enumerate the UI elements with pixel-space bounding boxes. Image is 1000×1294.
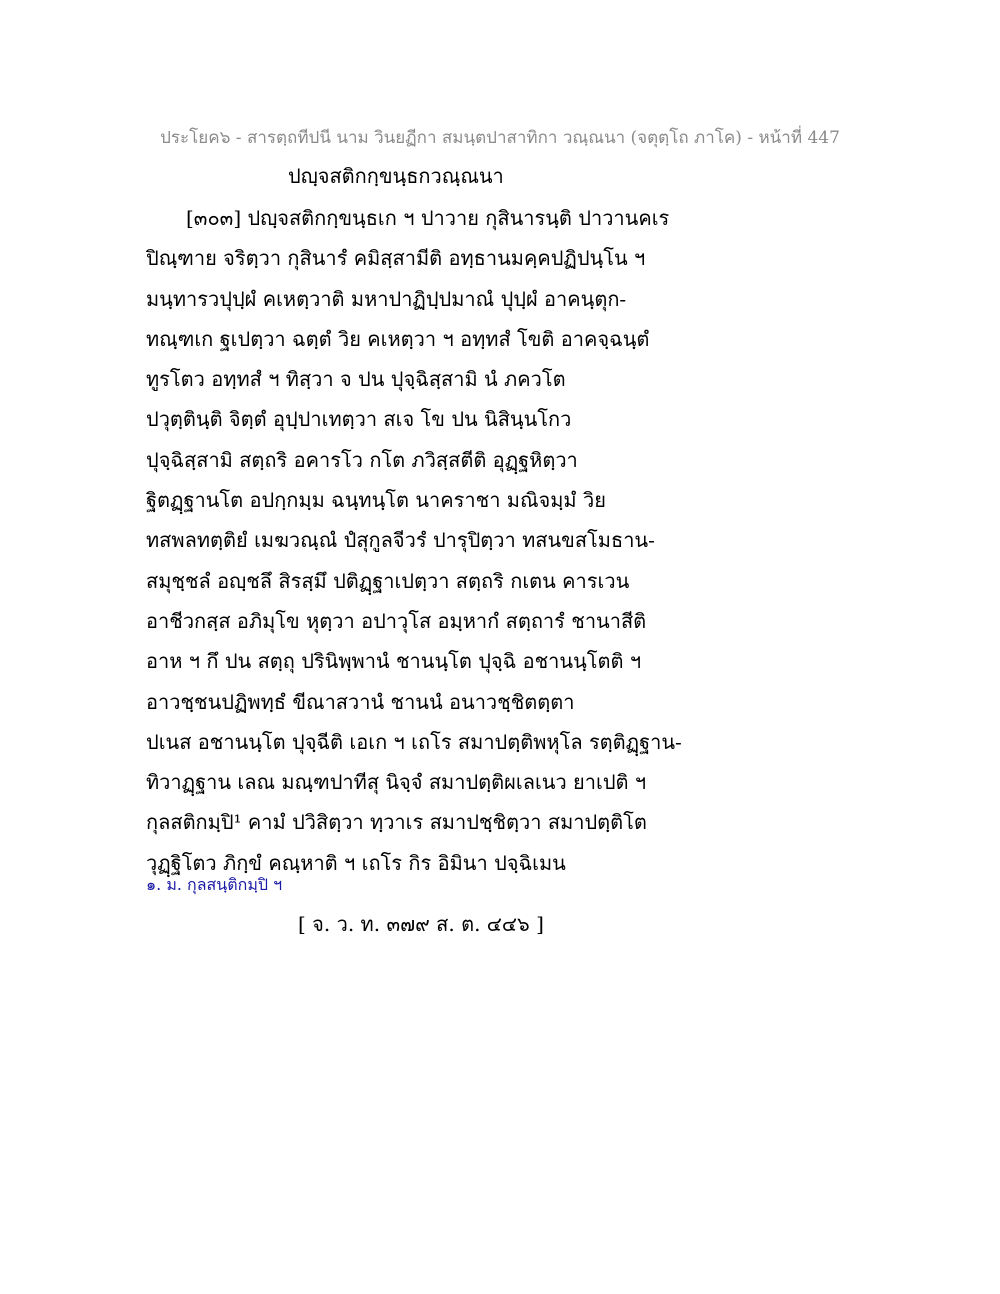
- text-line: ทูรโตว อทฺทสํ ฯ ทิสฺวา จ ปน ปุจฺฉิสฺสามิ นํ ภควโต: [146, 367, 566, 392]
- page-header: ประโยค๖ - สารตฺถทีปนี นาม วินยฏีกา สมนฺตปาสาทิกา วณฺณนา (จตุตฺโถ ภาโค) - หน้าที่ 447: [160, 128, 840, 148]
- section-title: ปญฺจสติกกฺขนฺธกวณฺณนา: [288, 164, 504, 188]
- text-line: ฐิตฏฺฐานโต อปกฺกมฺม ฉนฺทนฺโต นาคราชา มณิจมฺมํ วิย: [146, 488, 606, 513]
- text-line: อาห ฯ กึ ปน สตฺถุ ปรินิพฺพานํ ชานนฺโต ปุจฺฉิ อชานนฺโตติ ฯ: [146, 649, 642, 674]
- text-line: ทณฺฑเก ฐเปตฺวา ฉตฺตํ วิย คเหตฺวา ฯ อทฺทสํ โขติ อาคจฺฉนฺตํ: [146, 326, 650, 351]
- text-line: ปิณฺฑาย จริตฺวา กุสินารํ คมิสฺสามีติ อทฺธานมคฺคปฏิปนฺโน ฯ: [146, 246, 646, 271]
- text-line: ปวุตฺตินฺติ จิตฺตํ อุปฺปาเทตฺวา สเจ โข ปน นิสินฺนโกว: [146, 407, 572, 432]
- text-line: กุลสติกมฺปิ¹ คามํ ปวิสิตฺวา ทฺวาเร สมาปชฺชิตฺวา สมาปตฺติโต: [146, 810, 647, 835]
- text-line: ทิวาฏฺฐาน เลณ มณฺฑปาทีสุ นิจฺจํ สมาปตฺติผเลเนว ยาเปติ ฯ: [146, 770, 647, 795]
- text-line: สมุชฺชลํ อญฺชลึ สิรสฺมึ ปติฏฺฐาเปตฺวา สตฺถริ กเตน คารเวน: [146, 568, 630, 593]
- body-text: [146, 198, 706, 883]
- text-line: ปุจฺฉิสฺสามิ สตฺถริ อคารโว กโต ภวิสฺสตีติ อุฏฺฐหิตฺวา: [146, 447, 578, 472]
- footnote: ๑. ม. กุลสนฺติกมฺปิ ฯ: [146, 875, 283, 894]
- text-line: อาชีวกสฺส อภิมุโข หุตฺวา อปาวุโส อมฺหากํ สตฺถารํ ชานาสีติ: [146, 608, 647, 633]
- text-line: มนฺทารวปุปฺผํ คเหตฺวาติ มหาปาฏิปฺปมาณํ ปุปฺผํ อาคนฺตุก-: [146, 286, 627, 311]
- text-line: อาวชฺชนปฏิพทฺธํ ขีณาสวานํ ชานนํ อนาวชฺชิตตฺตา: [146, 689, 575, 714]
- text-line: ทสพลทตฺติยํ เมฆวณฺณํ ปํสุกูลจีวรํ ปารุปิตฺวา ทสนขสโมธาน-: [146, 528, 655, 553]
- page-reference: [ จ. ว. ท. ๓๗๙ ส. ต. ๔๔๖ ]: [298, 912, 544, 936]
- text-line: วุฏฺฐิโตว ภิกฺขํ คณฺหาติ ฯ เถโร กิร อิมินา ปจฺฉิเมน: [146, 850, 566, 875]
- text-line: ปเนส อชานนฺโต ปุจฺฉีติ เอเก ฯ เถโร สมาปตฺติพหุโล รตฺติฏฺฐาน-: [146, 729, 682, 754]
- text-line: [๓๐๓] ปญฺจสติกกฺขนฺธเก ฯ ปาวาย กุสินารนฺติ ปาวานคเร: [186, 206, 670, 230]
